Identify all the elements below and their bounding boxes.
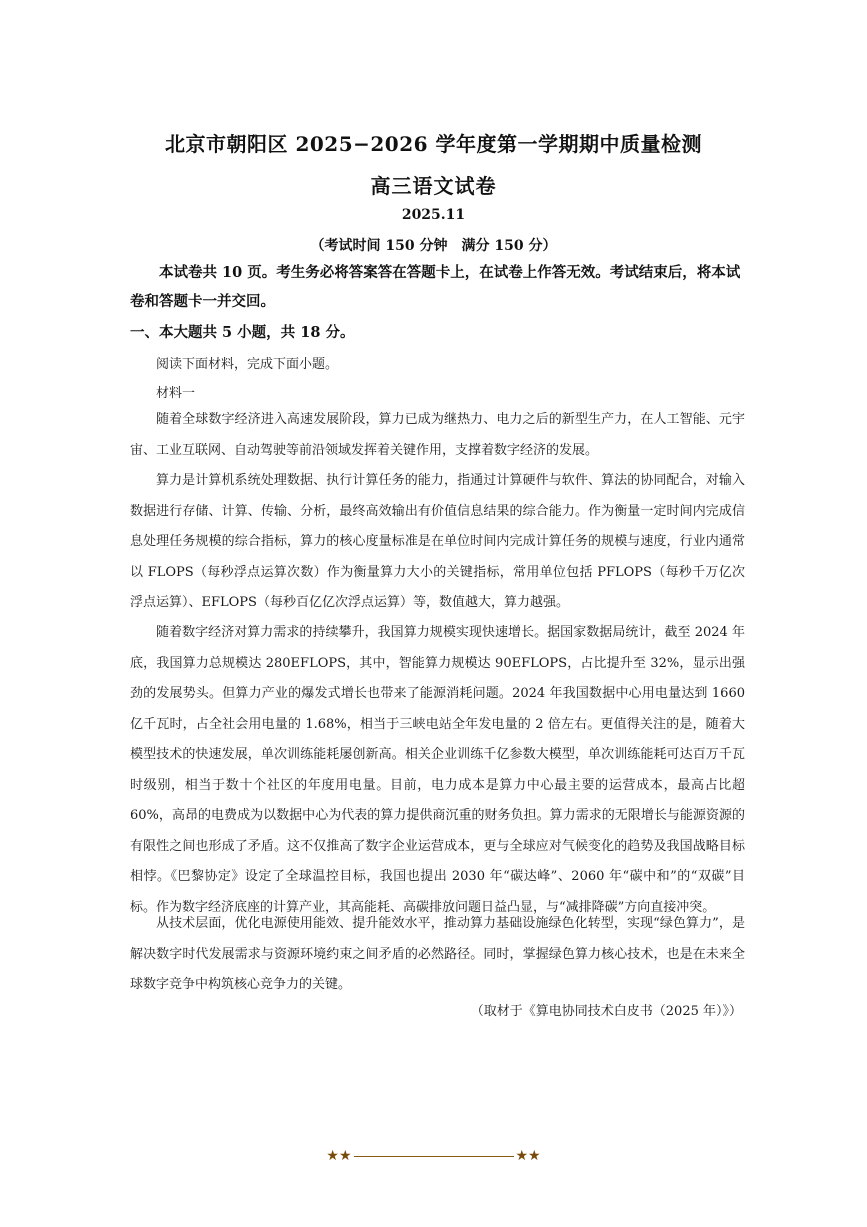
material-paragraph: 随着全球数字经济进入高速发展阶段，算力已成为继热力、电力之后的新型生产力，在人工智能、元宇宙、工业互联网、自动驾驶等前沿领域发挥着关键作用，支撑着数字经济的发展。 <box>130 412 745 458</box>
page-footer-ornament <box>0 1148 867 1164</box>
star-icon: ★★ <box>515 1148 541 1164</box>
exam-notice: 本试卷共 10 页。考生务必将答案答在答题卡上，在试卷上作答无效。考试结束后，将本试卷和答题卡一并交回。 <box>130 264 741 310</box>
star-icon: ★★ <box>326 1148 352 1164</box>
exam-date: 2025.11 <box>401 207 466 223</box>
footer-divider <box>354 1156 514 1157</box>
reading-instruction: 阅读下面材料，完成下面小题。 <box>156 357 339 372</box>
material-paragraph: 随着数字经济对算力需求的持续攀升，我国算力规模实现快速增长。据国家数据局统计，截至 2024 年底，我国算力总规模达 280EFLOPS，其中，智能算力规模达 90EFLOPS，占比提升至 32%，显示出强劲的发展势头。但算力产业的爆发式增长也带来了能源消耗问题。2024 年我国数据中心用电量达到 1660 亿千瓦时，占全社会用电量的 1.68%，相当于三峡电站全年发电量的 2 倍左右。更值得关注的是，随着大模型技术的快速发展，单次训练能耗屡创新高。相关企业训练千亿参数大模型，单次训练能耗可达百万千瓦时级别，相当于数十个社区的年度用电量。目前，电力成本是算力中心最主要的运营成本，最高占比超 60%，高昂的电费成为以数据中心为代表的算力提供商沉重的财务负担。算力需求的无限增长与能源资源的有限性之间也形成了矛盾。这不仅推高了数字企业运营成本，更与全球应对气候变化的趋势及我国战略目标相悖。《巴黎协定》设定了全球温控目标，我国也提出 2030 年“碳达峰”、2060 年“碳中和”的“双碳”目标。作为数字经济底座的计算产业，其高能耗、高碳排放问题日益凸显，与“减排降碳”方向直接冲突。 <box>130 625 745 915</box>
material-paragraph: 从技术层面，优化电源使用能效、提升能效水平，推动算力基础设施绿色化转型，实现“绿色算力”，是解决数字时代发展需求与资源环境约束之间矛盾的必然路径。同时，掌握绿色算力核心技术，也是在未来全球数字竞争中构筑核心竞争力的关键。 <box>130 916 745 992</box>
material-paragraph: 算力是计算机系统处理数据、执行计算任务的能力，指通过计算硬件与软件、算法的协同配合，对输入数据进行存储、计算、传输、分析，最终高效输出有价值信息结果的综合能力。作为衡量一定时间内完成信息处理任务规模的综合指标，算力的核心度量标准是在单位时间内完成计算任务的规模与速度，行业内通常以 FLOPS（每秒浮点运算次数）作为衡量算力大小的关键指标，常用单位包括 PFLOPS（每秒千万亿次浮点运算）、EFLOPS（每秒百亿亿次浮点运算）等，数值越大，算力越强。 <box>130 473 745 610</box>
material-label: 材料一 <box>156 386 196 401</box>
exam-title: 北京市朝阳区 2025−2026 学年度第一学期期中质量检测 <box>164 132 702 156</box>
material-source: （取材于《算电协同技术白皮书（2025 年）》） <box>470 1004 742 1019</box>
exam-duration-score: （考试时间 150 分钟 满分 150 分） <box>310 238 557 254</box>
exam-subtitle: 高三语文试卷 <box>370 174 497 198</box>
section-heading: 一、本大题共 5 小题，共 18 分。 <box>130 324 355 341</box>
